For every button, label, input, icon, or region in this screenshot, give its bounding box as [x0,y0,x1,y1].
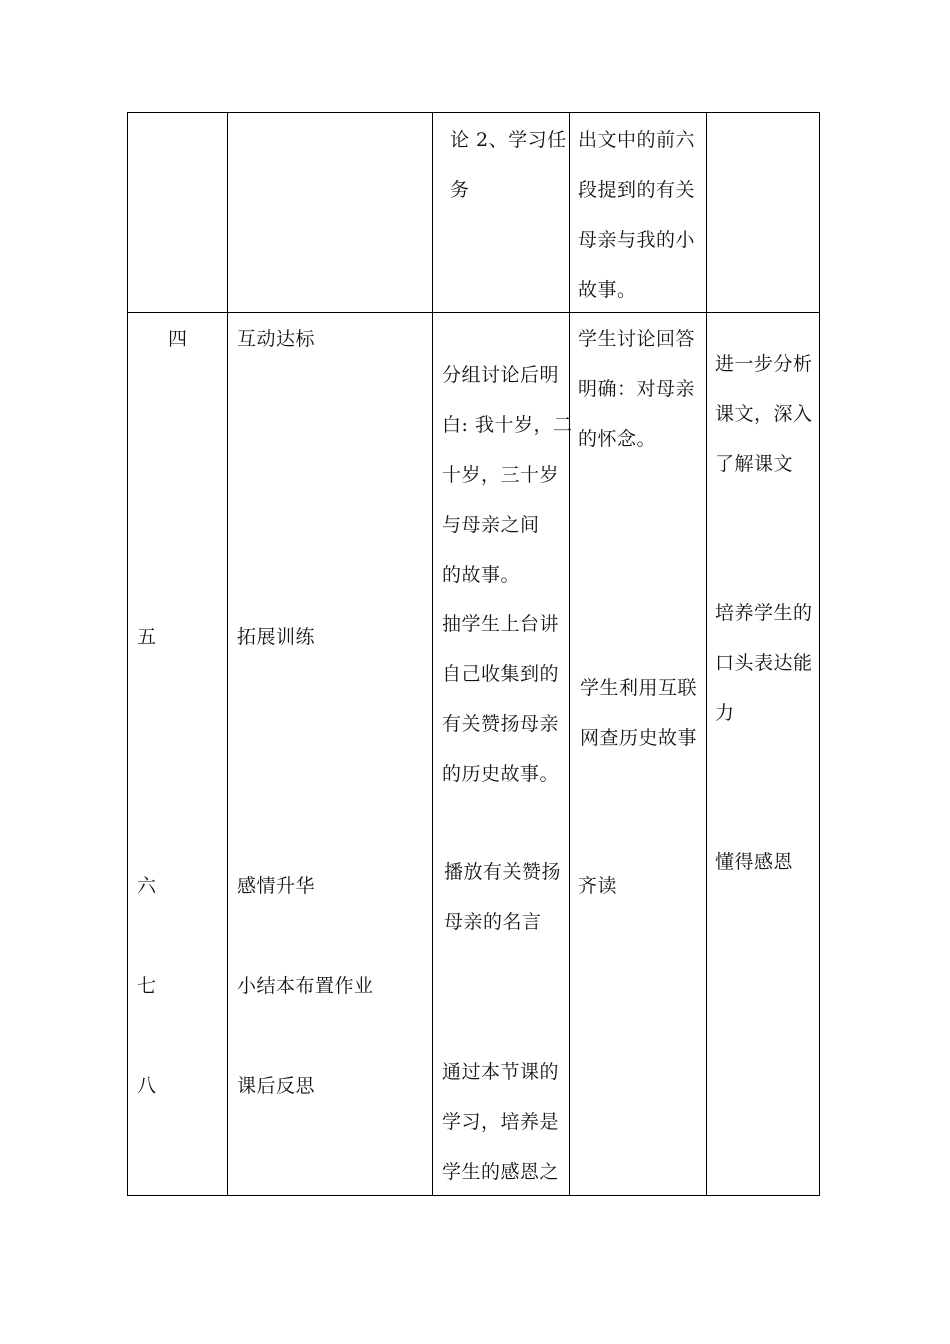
teacher-activity-emotion: 播放有关赞扬 母亲的名言 [444,861,562,933]
step-number: 五 [137,626,157,648]
step-name: 感情升华 [237,875,316,897]
purpose-emotion: 懂得感恩 [715,851,794,873]
teacher-activity-expand: 抽学生上台讲 自己收集到的 有关赞扬母亲 的历史故事。 [442,613,560,785]
step-name: 小结本布置作业 [237,975,374,997]
purpose-interact: 进一步分析 课文，深入 了解课文 [715,353,813,475]
student-activity-emotion: 齐读 [578,875,618,897]
column-divider-3 [569,113,570,1195]
column-divider-2 [432,113,433,1195]
teacher-activity-interact: 分组讨论后明 白: 我十岁，二 十岁，三十岁 与母亲之间 的故事。 [442,364,573,586]
step-number: 七 [137,975,157,997]
teacher-activity-reflect: 通过本节课的 学习，培养是 学生的感恩之 [442,1061,560,1183]
step-name: 互动达标 [237,328,316,350]
step-number: 八 [137,1075,157,1097]
lesson-plan-table [127,112,820,1196]
step-number: 四 [168,328,188,350]
student-activity-interact: 学生讨论回答 明确：对母亲 的怀念。 [578,328,696,450]
student-activity-expand: 学生利用互联 网查历史故事 [580,677,698,749]
row-divider [128,312,819,313]
step-number: 六 [137,875,157,897]
row1-teacher-activity: 论 2、学习任 务 [450,129,567,201]
column-divider-1 [227,113,228,1195]
step-name: 课后反思 [237,1075,316,1097]
row1-student-activity: 出文中的前六 段提到的有关 母亲与我的小 故事。 [578,129,696,301]
column-divider-4 [706,113,707,1195]
step-name: 拓展训练 [237,626,316,648]
purpose-expand: 培养学生的 口头表达能 力 [715,602,813,724]
